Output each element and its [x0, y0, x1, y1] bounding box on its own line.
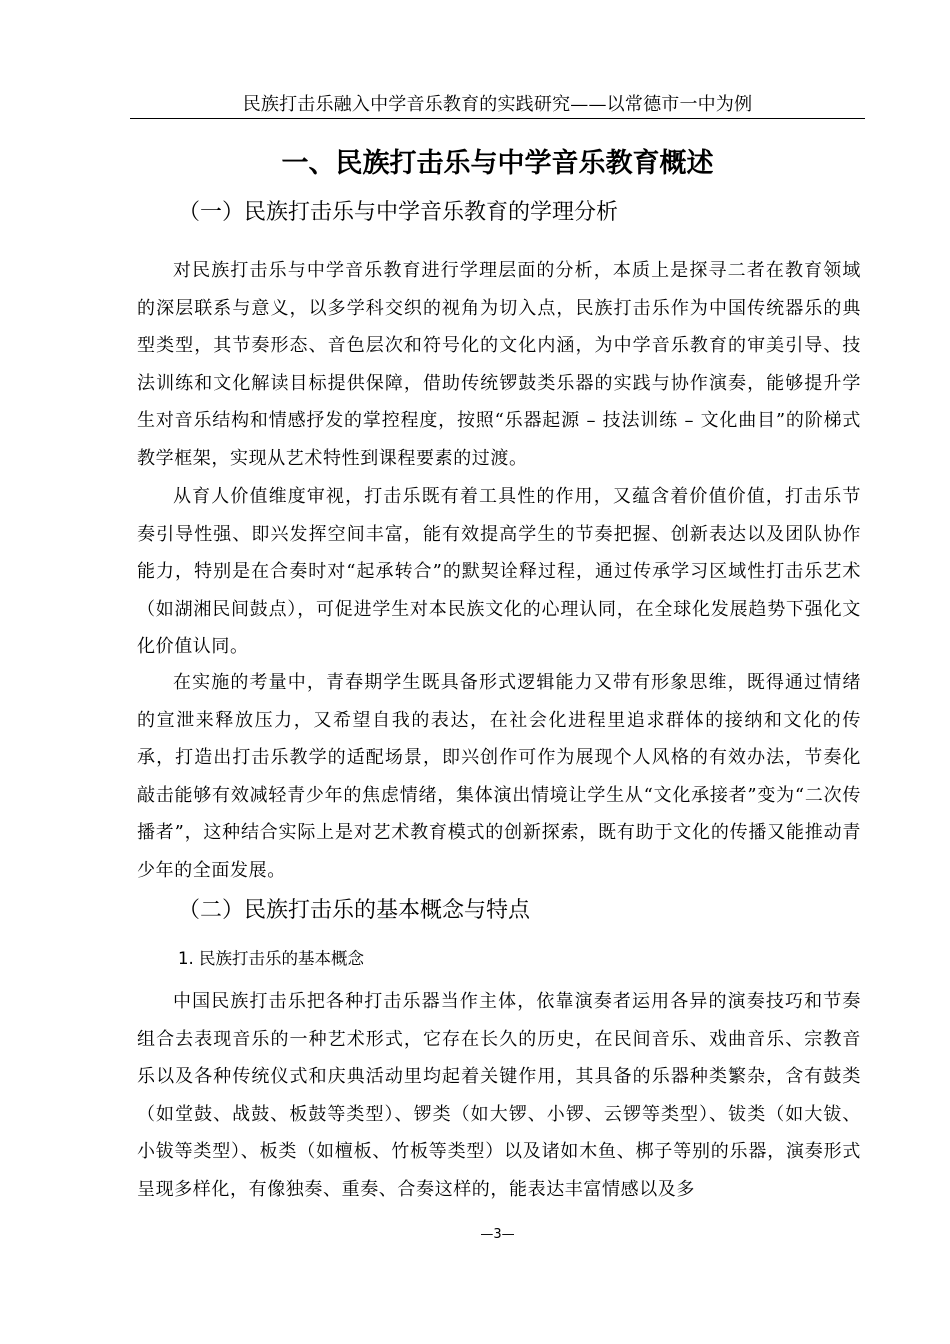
section-heading-1: （一）民族打击乐与中学音乐教育的学理分析: [178, 200, 619, 225]
page-number: —3—: [480, 1227, 515, 1242]
body-paragraph-2: 从育人价值维度审视，打击乐既有着工具性的作用，又蕴含着价值价值，打击乐节奏引导性强、即兴发挥空间丰富，能有效提高学生的节奏把握、创新表达以及团队协作能力，特别是在合奏时对“起承转合”的默契诠释过程，通过传承学习区域性打击乐艺术（如湖湘民间鼓点），可促进学生对本民族文化的心理认同，在全球化发展趋势下强化文化价值认同。: [137, 486, 861, 657]
section-heading-2: （二）民族打击乐的基本概念与特点: [178, 898, 531, 923]
subsection-heading-1: 1. 民族打击乐的基本概念: [178, 949, 364, 968]
body-paragraph-1: 对民族打击乐与中学音乐教育进行学理层面的分析，本质上是探寻二者在教育领域的深层联系与意义，以多学科交织的视角为切入点，民族打击乐作为中国传统器乐的典型类型，其节奏形态、音色层次和符号化的文化内涵，为中学音乐教育的审美引导、技法训练和文化解读目标提供保障，借助传统锣鼓类乐器的实践与协作演奏，能够提升学生对音乐结构和情感抒发的掌控程度，按照“乐器起源 – 技法训练 – 文化曲目”的阶梯式教学框架，实现从艺术特性到课程要素的过渡。: [137, 260, 861, 469]
chapter-title: 一、民族打击乐与中学音乐教育概述: [281, 148, 714, 179]
header-rule: [130, 118, 865, 119]
running-header: 民族打击乐融入中学音乐教育的实践研究——以常德市一中为例: [242, 94, 753, 115]
body-paragraph-4: 中国民族打击乐把各种打击乐器当作主体，依靠演奏者运用各异的演奏技巧和节奏组合去表现音乐的一种艺术形式，它存在长久的历史，在民间音乐、戏曲音乐、宗教音乐以及各种传统仪式和庆典活动里均起着关键作用，其具备的乐器种类繁杂，含有鼓类（如堂鼓、战鼓、板鼓等类型）、锣类（如大锣、小锣、云锣等类型）、钹类（如大钹、小钹等类型）、板类（如檀板、竹板等类型）以及诸如木鱼、梆子等别的乐器，演奏形式呈现多样化，有像独奏、重奏、合奏这样的，能表达丰富情感以及多: [137, 991, 861, 1200]
body-paragraph-3: 在实施的考量中，青春期学生既具备形式逻辑能力又带有形象思维，既得通过情绪的宣泄来释放压力，又希望自我的表达，在社会化进程里追求群体的接纳和文化的传承，打造出打击乐教学的适配场景，即兴创作可作为展现个人风格的有效办法，节奏化敲击能够有效减轻青少年的焦虑情绪，集体演出情境让学生从“文化承接者”变为“二次传播者”，这种结合实际上是对艺术教育模式的创新探索，既有助于文化的传播又能推动青少年的全面发展。: [137, 672, 861, 881]
